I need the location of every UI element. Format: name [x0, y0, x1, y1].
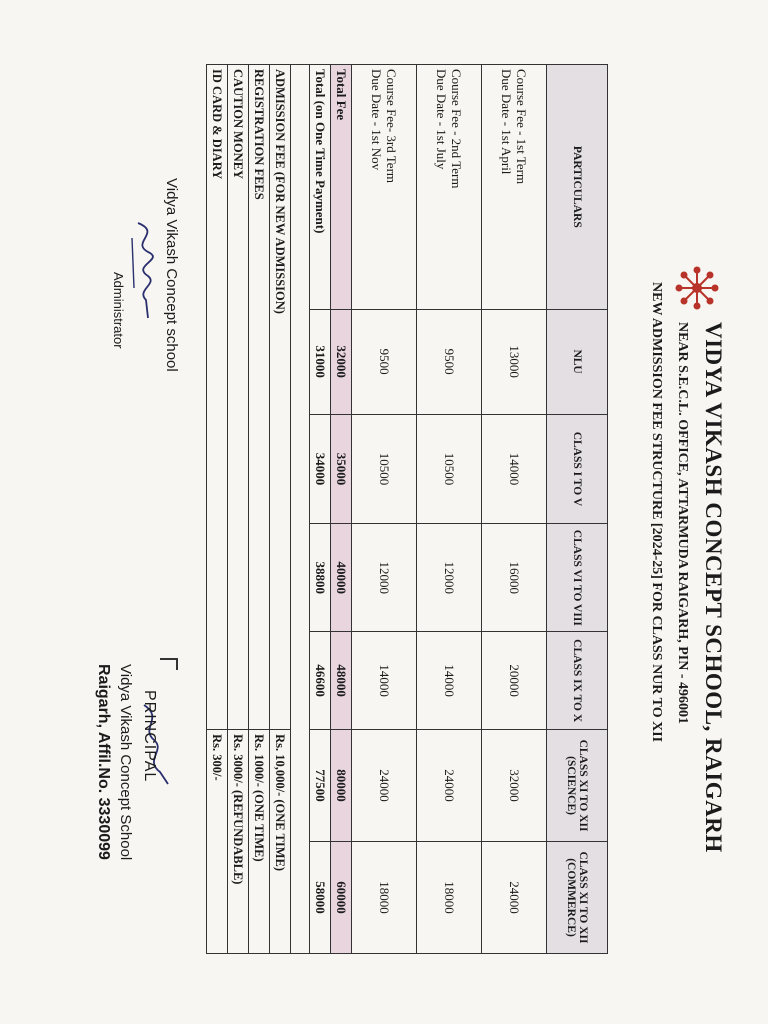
- column-header: CLASS IX TO X: [547, 632, 608, 730]
- term-label: Course Fee - 2nd Term: [449, 69, 464, 189]
- fee-cell: 77500: [310, 730, 331, 842]
- fee-cell: 46600: [310, 632, 331, 730]
- fee-cell: 12000: [417, 524, 482, 632]
- fee-cell: 24000: [352, 730, 417, 842]
- affiliation-number: Raigarh, Affil.No. 3330099: [95, 664, 112, 860]
- principal-signature-block: [68, 660, 168, 900]
- table-header-row: [547, 65, 608, 954]
- extra-fee-value: Rs. 3000/- (REFUNDABLE): [228, 730, 249, 954]
- administrator-role: Administrator: [111, 272, 126, 349]
- total-fee-label: Total Fee: [331, 65, 352, 310]
- fee-cell: 35000: [331, 414, 352, 524]
- spacer-cell: [291, 65, 310, 954]
- term-label: Course Fee- 3rd Term: [384, 69, 399, 184]
- column-header: CLASS I TO V: [547, 414, 608, 524]
- table-row: [417, 65, 482, 954]
- fee-cell: 80000: [331, 730, 352, 842]
- one-time-payment-label: Total (on One Time Payment): [310, 65, 331, 310]
- table-row: [228, 65, 249, 954]
- document-header: [627, 60, 732, 960]
- column-header: NLU: [547, 309, 608, 414]
- fee-cell: 9500: [352, 309, 417, 414]
- column-header: PARTICULARS: [547, 65, 608, 310]
- due-date-label: Due Date - 1st July: [434, 69, 449, 170]
- school-address: NEAR S.E.C.L. OFFICE, ATTARMUDA RAIGARH, PIN - 496001: [675, 322, 690, 725]
- fee-cell: 31000: [310, 309, 331, 414]
- fee-cell: 58000: [310, 842, 331, 954]
- principal-school-stamp: Vidya Vikash Concept School: [117, 664, 134, 861]
- fee-cell: 32000: [331, 309, 352, 414]
- extra-fee-label: ADMISSION FEE (FOR NEW ADMISSION): [270, 65, 291, 730]
- principal-role: PRINCIPAL: [141, 690, 158, 783]
- fee-table: [206, 64, 608, 954]
- fee-structure-title: NEW ADMISSION FEE STRUCTURE [2024-25] FOR CLASS NUR TO XII: [649, 282, 664, 743]
- administrator-signature-block: [100, 178, 180, 398]
- table-row: [482, 65, 547, 954]
- fee-cell: 48000: [331, 632, 352, 730]
- extra-fee-label: ID CARD & DIARY: [207, 65, 228, 730]
- column-header: CLASS XI TO XII (SCIENCE): [547, 730, 608, 842]
- table-row: [249, 65, 270, 954]
- due-date-label: Due Date - 1st April: [499, 69, 514, 175]
- total-fee-row: [331, 65, 352, 954]
- fee-cell: 18000: [417, 842, 482, 954]
- fee-cell: 34000: [310, 414, 331, 524]
- fee-cell: 32000: [482, 730, 547, 842]
- table-row: [270, 65, 291, 954]
- extra-fee-label: REGISTRATION FEES: [249, 65, 270, 730]
- fee-cell: 14000: [482, 414, 547, 524]
- fee-cell: 14000: [352, 632, 417, 730]
- particulars-cell: [352, 65, 417, 310]
- fee-cell: 38800: [310, 524, 331, 632]
- column-header: CLASS VI TO VIII: [547, 524, 608, 632]
- fee-cell: 13000: [482, 309, 547, 414]
- fee-cell: 14000: [417, 632, 482, 730]
- extra-fee-value: Rs. 300/-: [207, 730, 228, 954]
- fee-cell: 20000: [482, 632, 547, 730]
- fee-cell: 9500: [417, 309, 482, 414]
- extra-fee-label: CAUTION MONEY: [228, 65, 249, 730]
- term-label: Course Fee - 1st Term: [514, 69, 529, 185]
- fee-cell: 40000: [331, 524, 352, 632]
- administrator-school-stamp: Vidya Vikash Concept school: [163, 178, 180, 372]
- fee-cell: 16000: [482, 524, 547, 632]
- table-spacer-row: [291, 65, 310, 954]
- school-name: VIDYA VIKASH CONCEPT SCHOOL, RAIGARH: [701, 322, 726, 853]
- fee-cell: 60000: [331, 842, 352, 954]
- fee-cell: 10500: [417, 414, 482, 524]
- administrator-signature: [122, 218, 168, 328]
- particulars-cell: [482, 65, 547, 310]
- extra-fee-value: Rs. 1000/- (ONE TIME): [249, 730, 270, 954]
- table-row: [207, 65, 228, 954]
- column-header: CLASS XI TO XII (COMMERCE): [547, 842, 608, 954]
- particulars-cell: [417, 65, 482, 310]
- fee-cell: 18000: [352, 842, 417, 954]
- table-row: [352, 65, 417, 954]
- one-time-payment-row: [310, 65, 331, 954]
- school-logo-icon: [674, 265, 720, 311]
- due-date-label: Due Date - 1st Nov: [369, 69, 384, 171]
- fee-cell: 12000: [352, 524, 417, 632]
- fee-cell: 24000: [482, 842, 547, 954]
- fee-cell: 10500: [352, 414, 417, 524]
- fee-cell: 24000: [417, 730, 482, 842]
- extra-fee-value: Rs. 10,000/- (ONE TIME): [270, 730, 291, 954]
